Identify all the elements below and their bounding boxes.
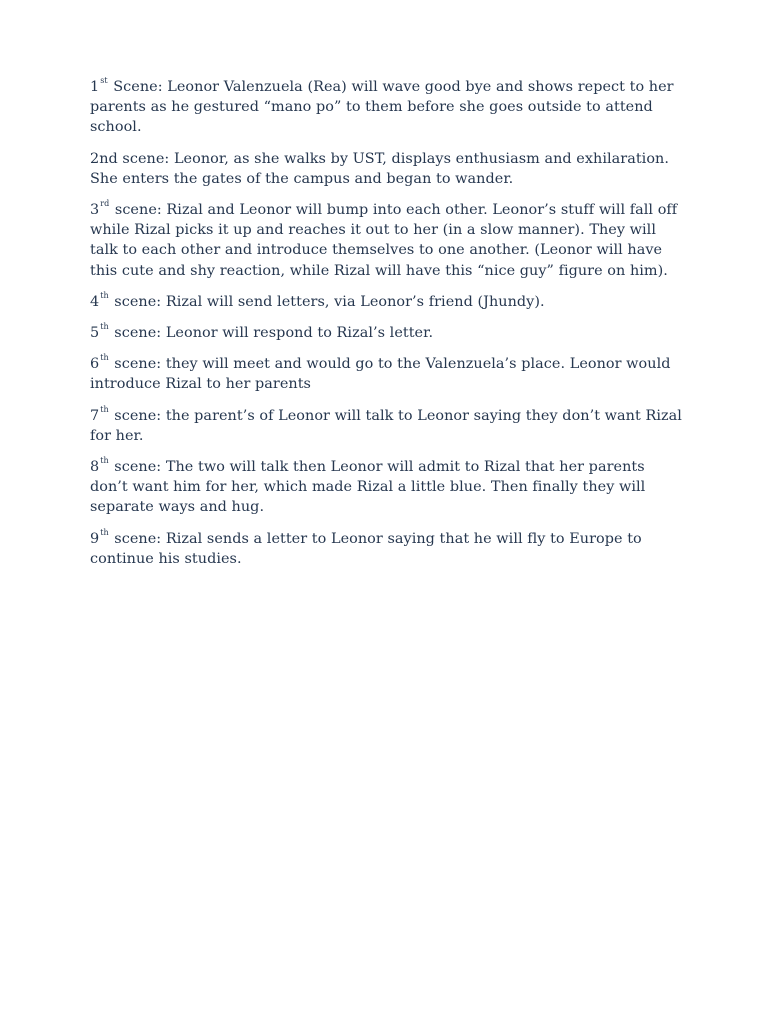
scene-text: scene: Leonor, as she walks by UST, displays enthusiasm and exhilaration. She enters the gates of the campus and began to wander.	[90, 150, 669, 187]
scene-ordinal-suffix: th	[100, 527, 109, 537]
scene-paragraph-9	[90, 529, 682, 569]
scene-paragraph-6	[90, 354, 682, 394]
scene-number: 4	[90, 293, 100, 310]
scene-number: 7	[90, 407, 100, 424]
scene-number: 8	[90, 459, 100, 476]
scene-paragraph-5	[90, 323, 682, 343]
scene-text: scene: the parent’s of Leonor will talk to Leonor saying they don’t want Rizal for her.	[90, 407, 682, 444]
scene-number: 1	[90, 79, 100, 95]
scene-text: Scene: Leonor Valenzuela (Rea) will wave good bye and shows repect to her parents as he gestured “mano po” to them before she goes outside to attend school.	[90, 79, 674, 136]
scene-paragraph-8	[90, 457, 682, 518]
document-body	[90, 77, 682, 580]
scene-text: scene: Rizal will send letters, via Leonor’s friend (Jhundy).	[109, 293, 545, 310]
scene-text: scene: they will meet and would go to the Valenzuela’s place. Leonor would introduce Rizal to her parents	[90, 356, 671, 393]
scene-paragraph-2	[90, 149, 682, 189]
scene-paragraph-4	[90, 292, 682, 312]
scene-paragraph-1	[90, 77, 682, 138]
scene-text: scene: Rizal sends a letter to Leonor saying that he will fly to Europe to continue his studies.	[90, 530, 642, 567]
scene-number: 9	[90, 530, 100, 547]
scene-number: 3	[90, 202, 100, 219]
scene-text: scene: The two will talk then Leonor will admit to Rizal that her parents don’t want him for her, which made Rizal a little blue. Then finally they will separate ways and hug.	[90, 459, 646, 516]
scene-ordinal-suffix: th	[100, 291, 109, 301]
scene-paragraph-3	[90, 200, 682, 281]
scene-ordinal-suffix: th	[100, 456, 109, 466]
scene-ordinal-suffix: rd	[100, 199, 110, 209]
scene-ordinal-suffix: th	[100, 404, 109, 414]
scene-text: scene: Leonor will respond to Rizal’s letter.	[109, 325, 434, 342]
scene-number: 2nd	[90, 150, 118, 167]
scene-ordinal-suffix: st	[100, 76, 108, 86]
scene-ordinal-suffix: th	[100, 353, 109, 363]
scene-text: scene: Rizal and Leonor will bump into each other. Leonor’s stuff will fall off while Rizal picks it up and reaches it out to her (in a slow manner). They will talk to each other and introduce themselves to one another. (Leonor will have this cute and shy reaction, while Rizal will have this “nice guy” figure on him).	[90, 202, 678, 279]
scene-paragraph-7	[90, 406, 682, 446]
scene-ordinal-suffix: th	[100, 322, 109, 332]
scene-number: 6	[90, 356, 100, 373]
scene-number: 5	[90, 325, 100, 342]
